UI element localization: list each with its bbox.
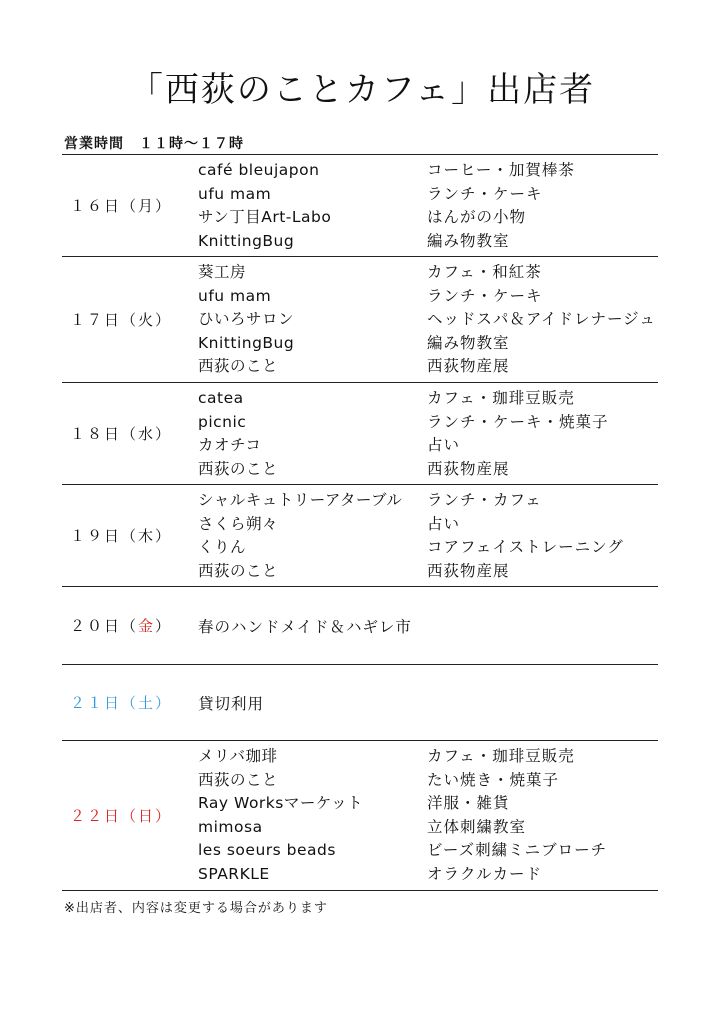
vendor-name: ufu mam [198, 286, 272, 305]
day-of-week: 日 [138, 807, 156, 825]
vendor-offering: 西荻物産展 [427, 561, 510, 580]
vendor-offering: ランチ・ケーキ [427, 286, 543, 305]
vendor-offering: 立体刺繍教室 [427, 817, 527, 836]
day-row-16 [62, 155, 658, 257]
vendor-entry [198, 769, 658, 793]
vendor-name: picnic [198, 412, 247, 431]
vendor-entry [198, 745, 658, 769]
day-paren-open: （ [121, 197, 139, 215]
vendor-entry [198, 387, 658, 411]
day-label [70, 665, 172, 740]
vendor-entry [198, 536, 658, 560]
footnote: ※出店者、内容は変更する場合があります [64, 901, 328, 916]
vendor-offering: 西荻物産展 [427, 357, 510, 376]
vendor-entry [198, 355, 658, 379]
day-of-week: 木 [138, 527, 156, 545]
vendor-offering: 編み物教室 [427, 333, 510, 352]
day-number: １９日 [70, 527, 122, 545]
vendor-entry [198, 792, 658, 816]
day-number: ２２日 [70, 807, 122, 825]
vendor-offering: ヘッドスパ＆アイドレナージュ [427, 310, 656, 329]
day-label [70, 587, 172, 664]
day-of-week: 水 [138, 425, 156, 443]
vendor-name: ひいろサロン [198, 310, 295, 329]
vendor-name: KnittingBug [198, 333, 295, 352]
day-label [70, 257, 172, 382]
vendor-name: カオチコ [198, 436, 262, 455]
day-of-week: 金 [138, 617, 156, 635]
vendor-offering: ビーズ刺繍ミニブローチ [427, 841, 608, 860]
day-label [70, 383, 172, 484]
day-number: １６日 [70, 197, 122, 215]
day-of-week: 土 [138, 694, 156, 712]
business-hours: 営業時間 １１時〜１７時 [64, 136, 244, 152]
event-name: 貸切利用 [198, 694, 265, 713]
vendor-list [198, 745, 658, 887]
day-paren-close: ） [155, 197, 173, 215]
event-name: 春のハンドメイド＆ハギレ市 [198, 617, 412, 636]
day-of-week: 火 [138, 311, 156, 329]
day-row-18 [62, 383, 658, 485]
vendor-entry [198, 230, 658, 254]
day-number: ２１日 [70, 694, 122, 712]
vendor-entry [198, 332, 658, 356]
vendor-name: ufu mam [198, 184, 272, 203]
vendor-name: mimosa [198, 817, 263, 836]
day-paren-open: （ [121, 694, 139, 712]
day-row-17 [62, 257, 658, 383]
vendor-offering: コアフェイストレーニング [427, 538, 624, 557]
vendor-name: 葵工房 [198, 263, 247, 281]
vendor-list [198, 489, 658, 583]
vendor-entry [198, 206, 658, 230]
vendor-entry [198, 458, 658, 482]
vendor-name: さくら朔々 [198, 514, 279, 533]
vendor-offering: はんがの小物 [427, 208, 527, 227]
vendor-entry [198, 261, 658, 285]
day-number: １７日 [70, 311, 122, 329]
vendor-name: サン丁目Art-Labo [198, 208, 332, 227]
vendor-entry [198, 489, 658, 513]
vendor-list [198, 261, 658, 379]
day-row-21 [62, 665, 658, 741]
vendor-name: KnittingBug [198, 231, 295, 250]
day-of-week: 月 [138, 197, 156, 215]
vendor-offering: 占い [427, 436, 461, 455]
vendor-entry [198, 560, 658, 584]
vendor-name: シャルキュトリーアターブル [198, 491, 403, 509]
day-label [70, 741, 172, 890]
vendor-offering: カフェ・珈琲豆販売 [427, 747, 575, 765]
vendor-entry [198, 839, 658, 863]
day-paren-open: （ [121, 425, 139, 443]
page-title: 「西荻のことカフェ」出店者 [128, 70, 596, 110]
vendor-list [198, 387, 658, 481]
vendor-offering: コーヒー・加賀棒茶 [427, 161, 575, 179]
day-number: １８日 [70, 425, 122, 443]
vendor-offering: 洋服・雑貨 [427, 794, 510, 813]
vendor-name: café bleujapon [198, 161, 320, 179]
vendor-entry [198, 863, 658, 887]
day-row-19 [62, 485, 658, 587]
vendor-entry [198, 183, 658, 207]
vendor-entry [198, 308, 658, 332]
day-row-22 [62, 741, 658, 891]
day-row-20 [62, 587, 658, 665]
day-paren-open: （ [121, 527, 139, 545]
day-paren-close: ） [155, 311, 173, 329]
vendor-name: メリバ珈琲 [198, 747, 278, 765]
day-label [70, 485, 172, 586]
vendor-list [198, 159, 658, 253]
vendor-offering: カフェ・和紅茶 [427, 263, 542, 281]
vendor-offering: 西荻物産展 [427, 459, 510, 478]
vendor-name: 西荻のこと [198, 459, 279, 478]
day-paren-open: （ [121, 617, 139, 635]
schedule-table [62, 154, 658, 891]
day-paren-close: ） [155, 807, 173, 825]
vendor-name: くりん [198, 538, 247, 557]
vendor-entry [198, 513, 658, 537]
vendor-offering: 占い [427, 514, 461, 533]
vendor-name: SPARKLE [198, 864, 270, 883]
vendor-offering: カフェ・珈琲豆販売 [427, 389, 575, 407]
vendor-entry [198, 434, 658, 458]
day-paren-close: ） [155, 527, 173, 545]
vendor-offering: ランチ・ケーキ [427, 184, 543, 203]
day-paren-close: ） [155, 694, 173, 712]
vendor-name: les soeurs beads [198, 841, 336, 860]
vendor-name: 西荻のこと [198, 770, 279, 789]
day-paren-open: （ [121, 807, 139, 825]
day-paren-close: ） [155, 617, 173, 635]
vendor-offering: ランチ・ケーキ・焼菓子 [427, 412, 609, 431]
vendor-name: 西荻のこと [198, 357, 279, 376]
day-number: ２０日 [70, 617, 122, 635]
day-label [70, 155, 172, 256]
vendor-name: catea [198, 389, 244, 407]
vendor-name: Ray Worksマーケット [198, 794, 364, 813]
vendor-offering: たい焼き・焼菓子 [427, 770, 560, 789]
day-paren-open: （ [121, 311, 139, 329]
vendor-entry [198, 285, 658, 309]
vendor-offering: オラクルカード [427, 864, 543, 883]
vendor-offering: ランチ・カフェ [427, 491, 542, 509]
vendor-entry [198, 159, 658, 183]
vendor-entry [198, 411, 658, 435]
vendor-entry [198, 816, 658, 840]
vendor-offering: 編み物教室 [427, 231, 510, 250]
vendor-name: 西荻のこと [198, 561, 279, 580]
day-paren-close: ） [155, 425, 173, 443]
